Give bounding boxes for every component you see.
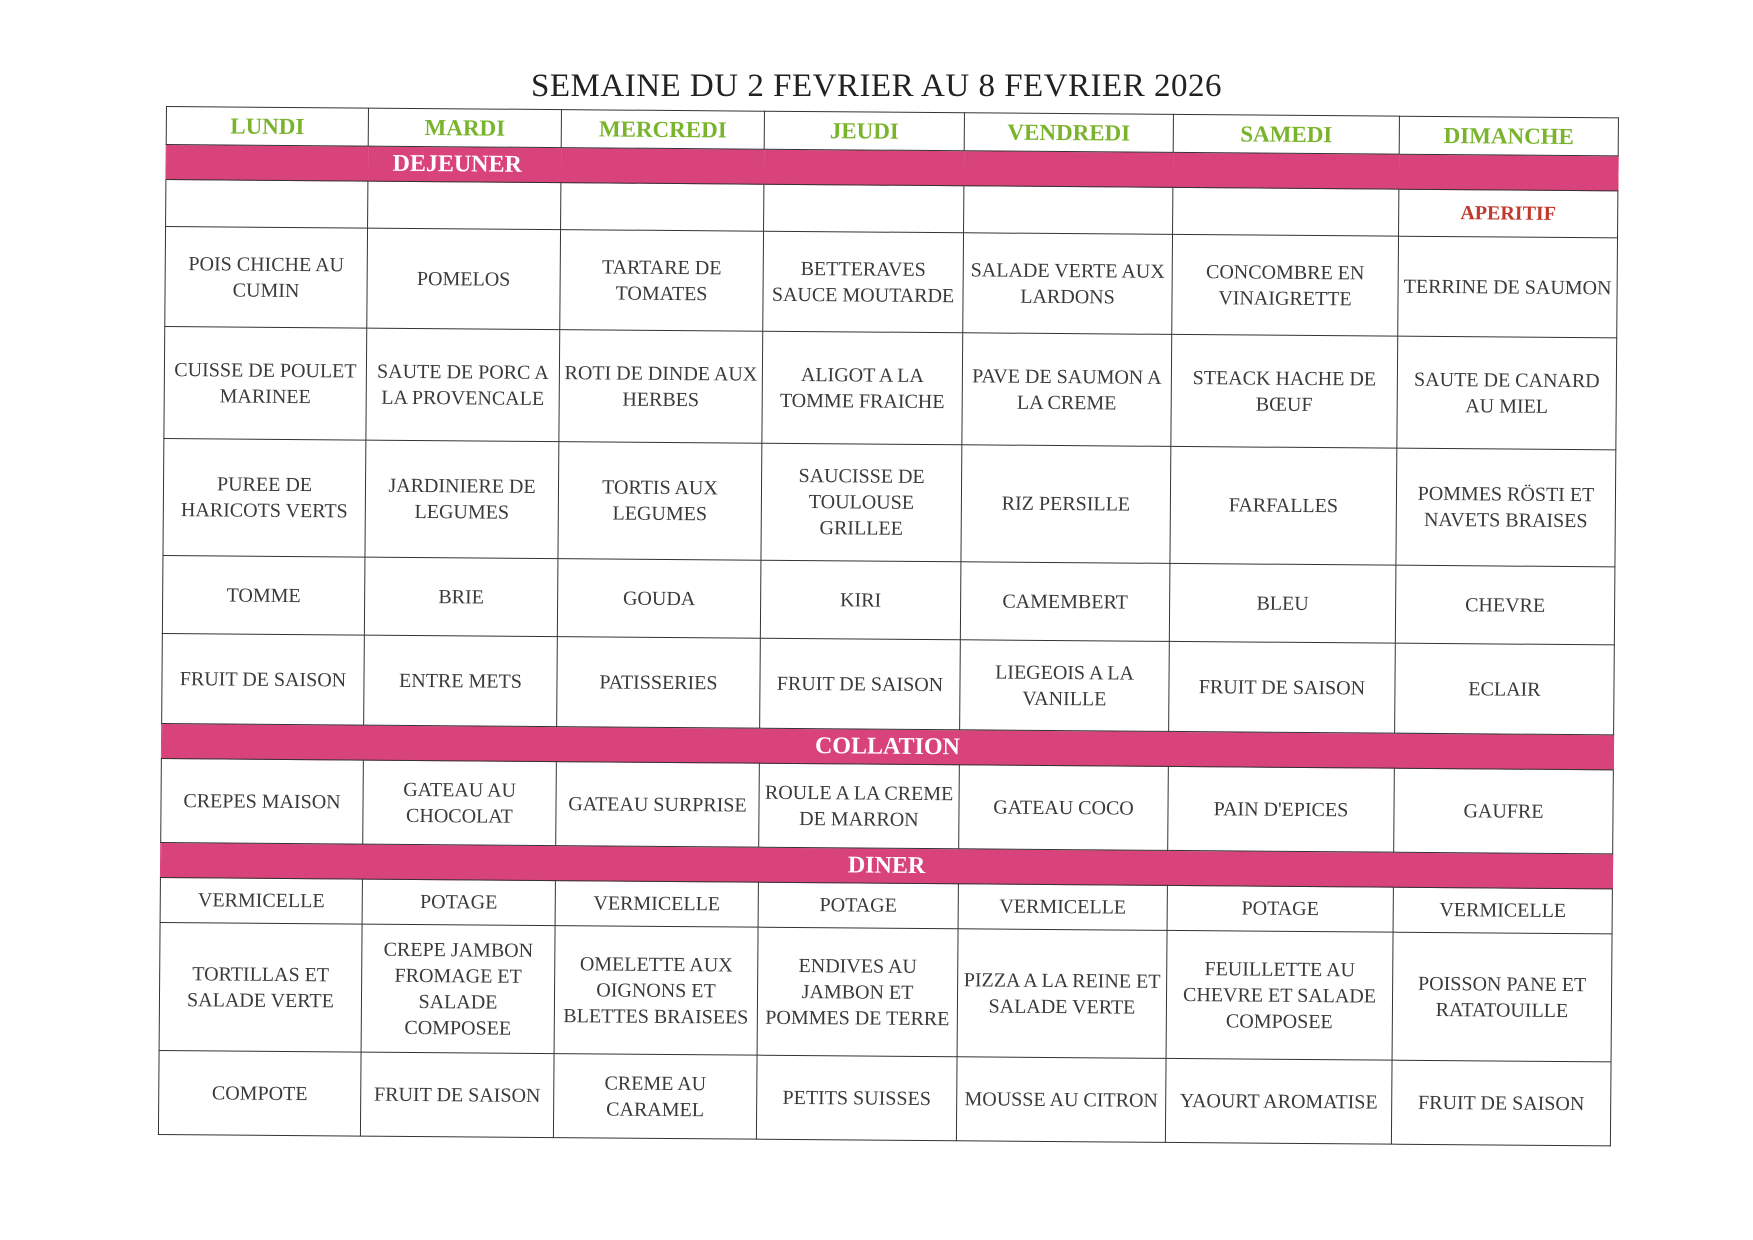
band-cell	[764, 149, 964, 186]
empty-cell	[166, 180, 368, 229]
menu-item: KIRI	[760, 560, 961, 640]
menu-item: POTAGE	[362, 879, 555, 926]
day-header: SAMEDI	[1173, 114, 1399, 154]
band-cell	[964, 151, 1173, 188]
day-header: DIMANCHE	[1399, 116, 1618, 156]
menu-item: SAUCISSE DE TOULOUSE GRILLEE	[761, 443, 962, 562]
menu-item: SALADE VERTE AUX LARDONS	[963, 233, 1173, 335]
menu-item: FARFALLES	[1170, 446, 1397, 565]
menu-item: CREPE JAMBON FROMAGE ET SALADE COMPOSEE	[361, 924, 555, 1054]
menu-item: POMELOS	[367, 228, 561, 330]
menu-item: TORTILLAS ET SALADE VERTE	[159, 922, 362, 1052]
menu-item: GATEAU AU CHOCOLAT	[363, 760, 557, 846]
aperitif-label: APERITIF	[1399, 189, 1618, 238]
menu-item: PAVE DE SAUMON A LA CREME	[962, 333, 1172, 447]
band-cell	[1173, 152, 1399, 189]
menu-item: GATEAU COCO	[959, 765, 1169, 851]
menu-item: RIZ PERSILLE	[961, 445, 1171, 564]
menu-item: ALIGOT A LA TOMME FRAICHE	[762, 331, 963, 445]
menu-item: GAUFRE	[1394, 768, 1614, 854]
menu-item: FEUILLETTE AU CHEVRE ET SALADE COMPOSEE	[1166, 930, 1393, 1060]
page-title: SEMAINE DU 2 FEVRIER AU 8 FEVRIER 2026	[531, 68, 1222, 104]
menu-item: CHEVRE	[1395, 565, 1615, 645]
menu-item: OMELETTE AUX OIGNONS ET BLETTES BRAISEES	[554, 926, 758, 1056]
menu-item: MOUSSE AU CITRON	[956, 1057, 1166, 1143]
menu-item: POTAGE	[1167, 885, 1393, 932]
menu-item: CUISSE DE POULET MARINEE	[164, 326, 367, 440]
menu-row	[162, 555, 1615, 644]
menu-item: POMMES RÖSTI ET NAVETS BRAISES	[1396, 448, 1616, 567]
menu-item: ROULE A LA CREME DE MARRON	[759, 763, 960, 849]
menu-item: VERMICELLE	[160, 877, 362, 924]
menu-item: CREPES MAISON	[161, 758, 364, 844]
menu-item: FRUIT DE SAISON	[1391, 1060, 1611, 1146]
empty-cell	[964, 186, 1173, 235]
menu-item: PIZZA A LA REINE ET SALADE VERTE	[957, 929, 1167, 1059]
menu-item: GATEAU SURPRISE	[556, 762, 760, 848]
menu-item: PATISSERIES	[557, 637, 761, 729]
band-cell	[166, 145, 368, 182]
menu-item: TORTIS AUX LEGUMES	[558, 442, 762, 561]
menu-item: BLEU	[1169, 563, 1396, 643]
menu-row	[163, 438, 1616, 566]
day-header: MARDI	[368, 108, 561, 148]
empty-cell	[561, 183, 764, 232]
menu-item: FRUIT DE SAISON	[360, 1052, 554, 1138]
menu-row	[161, 758, 1614, 853]
menu-item: FRUIT DE SAISON	[760, 638, 961, 730]
menu-item: YAOURT AROMATISE	[1165, 1058, 1392, 1144]
empty-cell	[368, 181, 561, 230]
menu-item: POISSON PANE ET RATATOUILLE	[1392, 932, 1612, 1062]
menu-item: PETITS SUISSES	[756, 1055, 957, 1141]
menu-item: FRUIT DE SAISON	[1169, 641, 1396, 733]
diner-label: DINER	[160, 842, 1612, 888]
menu-item: POTAGE	[758, 882, 958, 929]
menu-row	[165, 227, 1618, 338]
menu-item: STEACK HACHE DE BŒUF	[1171, 334, 1398, 448]
menu-item: ROTI DE DINDE AUX HERBES	[559, 330, 763, 444]
menu-item: JARDINIERE DE LEGUMES	[365, 440, 559, 559]
day-header: LUNDI	[166, 107, 368, 147]
menu-item: FRUIT DE SAISON	[162, 633, 365, 725]
menu-item: ENDIVES AU JAMBON ET POMMES DE TERRE	[757, 927, 958, 1057]
menu-row	[164, 326, 1617, 449]
menu-item: COMPOTE	[158, 1050, 361, 1136]
menu-item: VERMICELLE	[1393, 887, 1612, 934]
empty-cell	[764, 184, 964, 233]
day-header: VENDREDI	[964, 113, 1173, 153]
menu-item: TARTARE DE TOMATES	[560, 230, 764, 332]
menu-item: TOMME	[162, 555, 365, 635]
menu-item: PAIN D'EPICES	[1168, 766, 1395, 852]
menu-item: CREME AU CARAMEL	[553, 1054, 757, 1140]
menu-row	[158, 1050, 1611, 1145]
band-cell	[561, 148, 764, 185]
menu-item: BRIE	[364, 557, 558, 637]
menu-item: PUREE DE HARICOTS VERTS	[163, 438, 366, 557]
menu-item: CAMEMBERT	[960, 562, 1170, 642]
menu-row	[162, 633, 1615, 734]
menu-item: SAUTE DE PORC A LA PROVENCALE	[366, 328, 560, 442]
menu-item: POIS CHICHE AU CUMIN	[165, 227, 368, 329]
collation-label: COLLATION	[161, 723, 1613, 769]
dejeuner-label: DEJEUNER	[368, 146, 561, 183]
menu-item: CONCOMBRE EN VINAIGRETTE	[1172, 234, 1399, 336]
weekly-menu-table	[158, 106, 1619, 1146]
band-cell	[1399, 154, 1618, 191]
menu-item: ENTRE METS	[364, 635, 558, 727]
menu-item: VERMICELLE	[958, 884, 1167, 931]
menu-item: LIEGEOIS A LA VANILLE	[960, 640, 1170, 732]
day-header: MERCREDI	[561, 110, 764, 150]
menu-item: SAUTE DE CANARD AU MIEL	[1397, 336, 1617, 450]
menu-row	[159, 922, 1612, 1061]
menu-item: GOUDA	[557, 559, 761, 639]
empty-cell	[1173, 187, 1399, 236]
menu-item: ECLAIR	[1395, 643, 1615, 735]
day-header: JEUDI	[764, 111, 964, 151]
menu-item: VERMICELLE	[555, 881, 758, 928]
menu-item: BETTERAVES SAUCE MOUTARDE	[763, 231, 964, 333]
menu-item: TERRINE DE SAUMON	[1398, 236, 1618, 338]
